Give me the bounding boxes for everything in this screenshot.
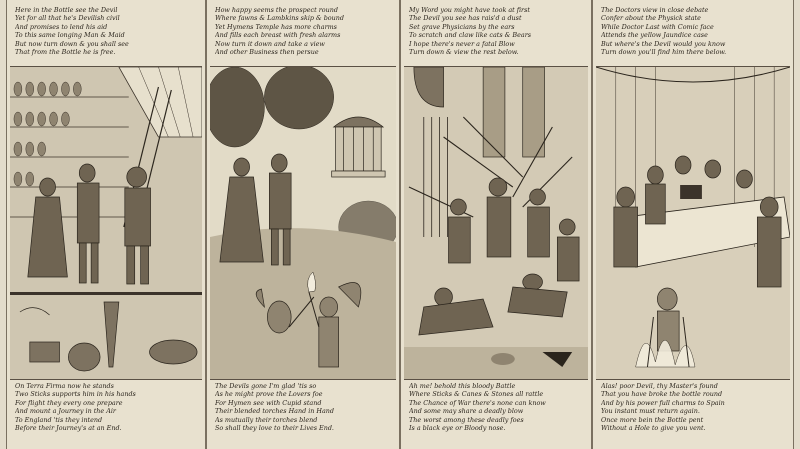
- verse-line: Set grave Physicians by the ears: [409, 22, 515, 31]
- engraving-garden: [210, 67, 396, 379]
- verse-line: I hope there's never a fatal Blow: [409, 39, 515, 48]
- verse-line: Without a Hole to give you vent.: [601, 424, 706, 433]
- engraving-battle: [404, 67, 588, 379]
- scene-garden: [210, 66, 396, 380]
- verse-line: Yet for all that he's Devilish civil: [15, 14, 120, 23]
- verse-bottom: [15, 382, 199, 432]
- verse-line: Before their Journey's at an End.: [15, 424, 122, 433]
- verse-bottom: [409, 382, 585, 432]
- panel-garden: [206, 0, 400, 449]
- verse-line: The worst among these deadly foes: [409, 415, 524, 424]
- verse-line: Once more bein the Bottle pent: [601, 415, 704, 424]
- verse-bottom: [215, 382, 393, 432]
- verse-line: And some may share a deadly blow: [409, 407, 524, 416]
- verse-line: That from the Bottle he is free.: [15, 48, 116, 57]
- verse-line: Here in the Bottle see the Devil: [15, 6, 118, 14]
- verse-line: Turn down & view the rest below.: [409, 48, 519, 57]
- scene-apothecary: [10, 66, 202, 380]
- verse-line: To England 'tis they intend: [15, 415, 103, 424]
- verse-line: Yet Hymens Temple has more charms: [215, 22, 337, 31]
- scene-battle: [404, 66, 588, 380]
- verse-line: The Devil you see has rais'd a dust: [409, 14, 522, 23]
- verse-top: [601, 6, 787, 56]
- verse-top: [215, 6, 393, 56]
- verse-line: You instant must return again.: [601, 407, 700, 416]
- engraving-apothecary: [10, 67, 202, 379]
- verse-line: And mount a Journey in the Air: [15, 407, 116, 416]
- verse-line: The Chance of War there's none can know: [409, 398, 546, 407]
- verse-line: The Devils gone I'm glad 'tis so: [215, 382, 317, 390]
- verse-top: [409, 6, 585, 56]
- verse-line: While Doctor Last with Comic face: [601, 22, 714, 31]
- verse-line: Where fawns & Lambkins skip & bound: [215, 14, 344, 23]
- verse-line: Turn down you'll find him there below.: [601, 48, 727, 57]
- scene-consultation: [596, 66, 790, 380]
- verse-line: How happy seems the prospect round: [215, 6, 338, 14]
- verse-line: And by his power full charms to Spain: [601, 398, 725, 407]
- verse-line: That you have broke the bottle round: [601, 390, 723, 399]
- verse-line: For flight they every one prepare: [15, 398, 123, 407]
- verse-line: So shall they love to their Lives End.: [215, 424, 334, 433]
- verse-line: Two Sticks supports him in his hands: [15, 390, 136, 399]
- verse-line: For Hymen see with Cupid stand: [215, 398, 322, 407]
- verse-line: The Doctors view in close debate: [601, 6, 709, 14]
- verse-line: Their blended torches Hand in Hand: [215, 407, 334, 416]
- verse-line: Confer about the Physick state: [601, 14, 701, 23]
- verse-line: On Terra Firma now he stands: [15, 382, 114, 390]
- verse-line: As he might prove the Lovers foe: [215, 390, 323, 399]
- verse-line: To scratch and claw like cats & Bears: [409, 31, 532, 40]
- verse-line: But now turn down & you shall see: [15, 39, 129, 48]
- panel-apothecary: [6, 0, 206, 449]
- verse-line: As mutually their torches blend: [215, 415, 318, 424]
- verse-top: [15, 6, 199, 56]
- panel-consultation: [592, 0, 794, 449]
- verse-line: Attends the yellow Jaundice case: [601, 31, 708, 40]
- verse-line: And other Business then persue: [215, 48, 319, 57]
- verse-line: Alas! poor Devil, thy Master's found: [601, 382, 718, 390]
- engraving-consultation: [596, 67, 790, 379]
- verse-line: Where Sticks & Canes & Stones all rattle: [409, 390, 544, 399]
- verse-line: And promises to lend his aid: [15, 22, 108, 31]
- verse-line: To this same longing Man & Maid: [15, 31, 125, 40]
- verse-bottom: [601, 382, 787, 432]
- verse-line: And fills each breast with fresh alarms: [215, 31, 341, 40]
- verse-line: My Word you might have took at first: [409, 6, 530, 14]
- verse-line: But where's the Devil would you know: [601, 39, 726, 48]
- verse-line: Ah me! behold this bloody Battle: [409, 382, 516, 390]
- verse-line: Now turn it down and take a view: [215, 39, 325, 48]
- panel-battle: [400, 0, 592, 449]
- verse-line: Is a black eye or Bloody nose.: [409, 424, 506, 433]
